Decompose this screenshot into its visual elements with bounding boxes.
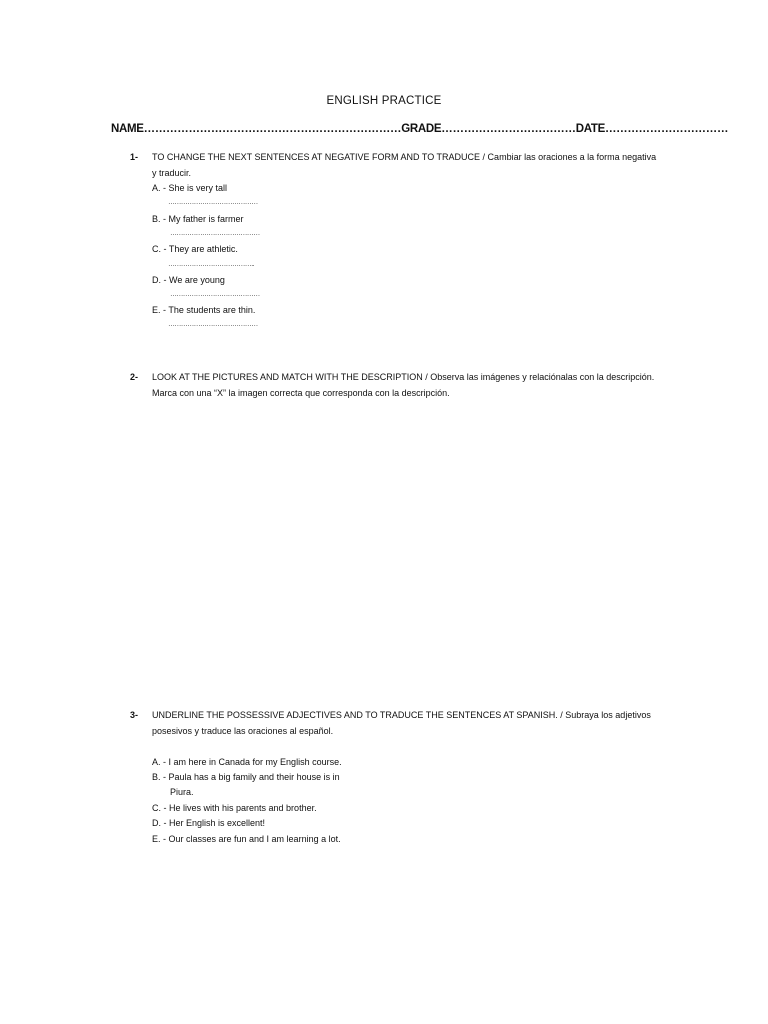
q3-item-b-continued: Piura.: [170, 787, 194, 797]
q1-answer-line-c: …………………………………..: [168, 261, 254, 268]
name-grade-date-line: NAME……………………………………………………………GRADE………………………………DATE……………………………: [111, 123, 729, 135]
question-3-number: 3-: [130, 710, 139, 720]
question-1-number: 1-: [130, 152, 139, 162]
q1-answer-line-e: ……………………………………: [168, 321, 258, 328]
q3-item-b: B. - Paula has a big family and their house is in: [152, 772, 340, 782]
q1-item-c: C. - They are athletic.: [152, 244, 238, 254]
question-2-number: 2-: [130, 372, 139, 382]
question-3-instruction: UNDERLINE THE POSSESSIVE ADJECTIVES AND TO TRADUCE THE SENTENCES AT SPANISH. / Subraya los adjetivos posesivos y traduce las oraciones al español.: [152, 710, 651, 736]
q1-answer-line-d: ……………………………………: [170, 291, 260, 298]
question-1-instruction: TO CHANGE THE NEXT SENTENCES AT NEGATIVE FORM AND TO TRADUCE / Cambiar las oraciones a la forma negativa y traducir.: [152, 152, 657, 178]
q1-item-a: A. - She is very tall: [152, 183, 228, 193]
q3-item-a: A. - I am here in Canada for my English course.: [152, 757, 342, 767]
q3-item-d: D. - Her English is excellent!: [152, 818, 266, 828]
q1-item-d: D. - We are young: [152, 275, 225, 285]
q3-item-c: C. - He lives with his parents and brother.: [152, 803, 317, 813]
q3-item-e: E. - Our classes are fun and I am learning a lot.: [152, 834, 341, 844]
q1-answer-line-b: ……………………………………: [170, 230, 260, 237]
q1-item-e: E. - The students are thin.: [152, 305, 256, 315]
q1-answer-line-a: ……………………………………: [168, 199, 258, 206]
question-2-instruction: LOOK AT THE PICTURES AND MATCH WITH THE DESCRIPTION / Observa las imágenes y relaciónalas con la descripción. Marca con una “X” la imagen correcta que corresponda con la descripción.: [152, 372, 655, 398]
q1-item-b: B. - My father is farmer: [152, 214, 244, 224]
page-title: ENGLISH PRACTICE: [326, 95, 442, 107]
